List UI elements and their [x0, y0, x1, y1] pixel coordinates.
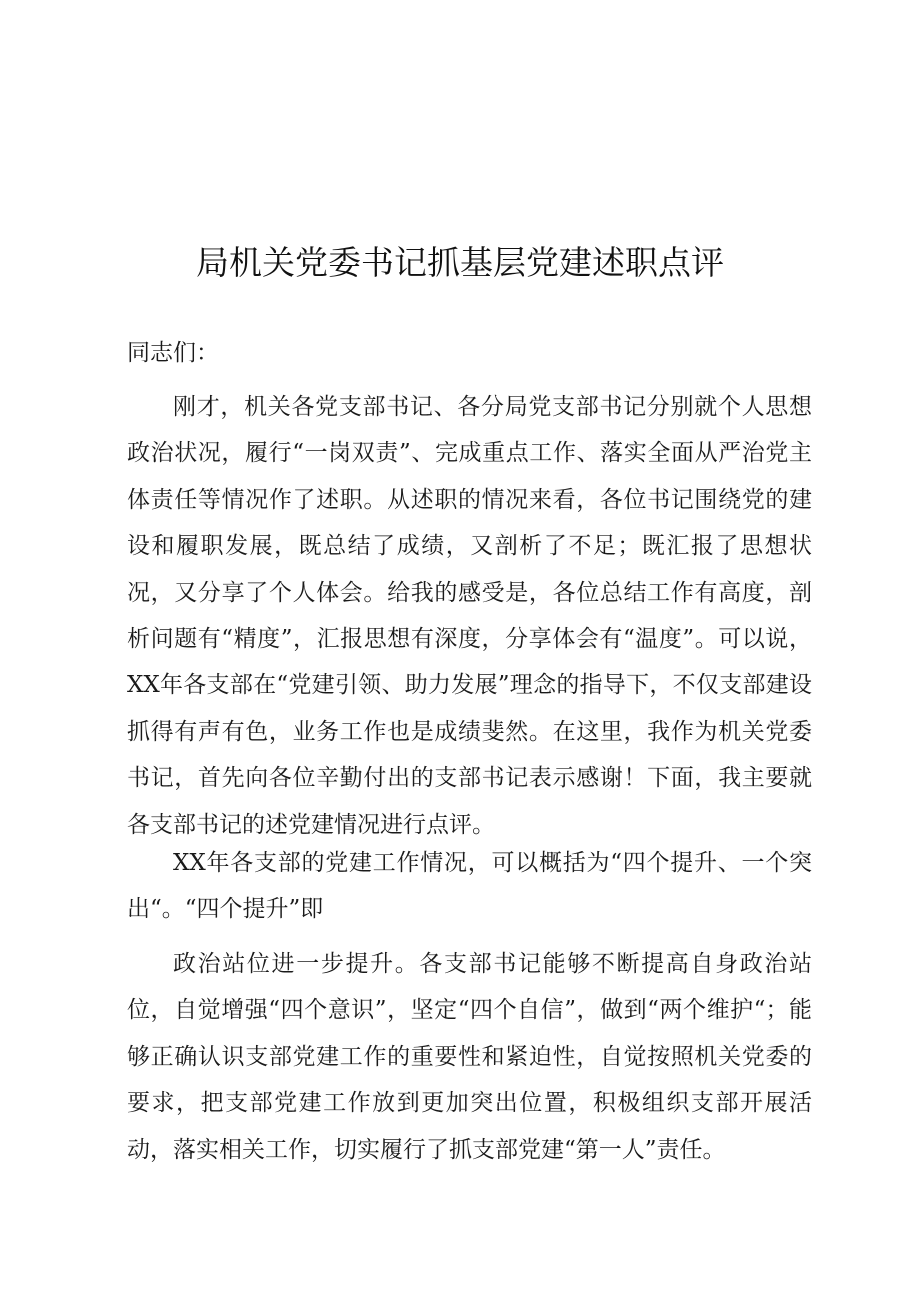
salutation: 同志们： — [127, 340, 219, 366]
paragraph-3: 政治站位进一步提升。各支部书记能够不断提高自身政治站位，自觉增强“四个意识”，坚定“四个自信”，做到“两个维护“；能够正确认识支部党建工作的重要性和紧迫性，自觉按照机关党委的要求，把支部党建工作放到更加突出位置，积极组织支部开展活动，落实相关工作，切实履行了抓支部党建“第一人”责任。 — [127, 951, 812, 1163]
paragraph-2: XX年各支部的党建工作情况，可以概括为“四个提升、一个突出“。“四个提升”即 — [127, 850, 812, 923]
paragraph-1: 刚才，机关各党支部书记、各分局党支部书记分别就个人思想政治状况，履行“一岗双责”、完成重点工作、落实全面从严治党主体责任等情况作了述职。从述职的情况来看，各位书记围绕党的建设和履职发展，既总结了成绩，又剖析了不足；既汇报了思想状况，又分享了个人体会。给我的感受是，各位总结工作有高度，剖析问题有“精度”，汇报思想有深度，分享体会有“温度”。可以说，XX年各支部在“党建引领、助力发展”理念的指导下，不仅支部建设抓得有声有色，业务工作也是成绩斐然。在这里，我作为机关党委书记，首先向各位辛勤付出的支部书记表示感谢！下面，我主要就各支部书记的述党建情况进行点评。 — [127, 394, 812, 838]
document-title: 局机关党委书记抓基层党建述职点评 — [196, 243, 724, 282]
